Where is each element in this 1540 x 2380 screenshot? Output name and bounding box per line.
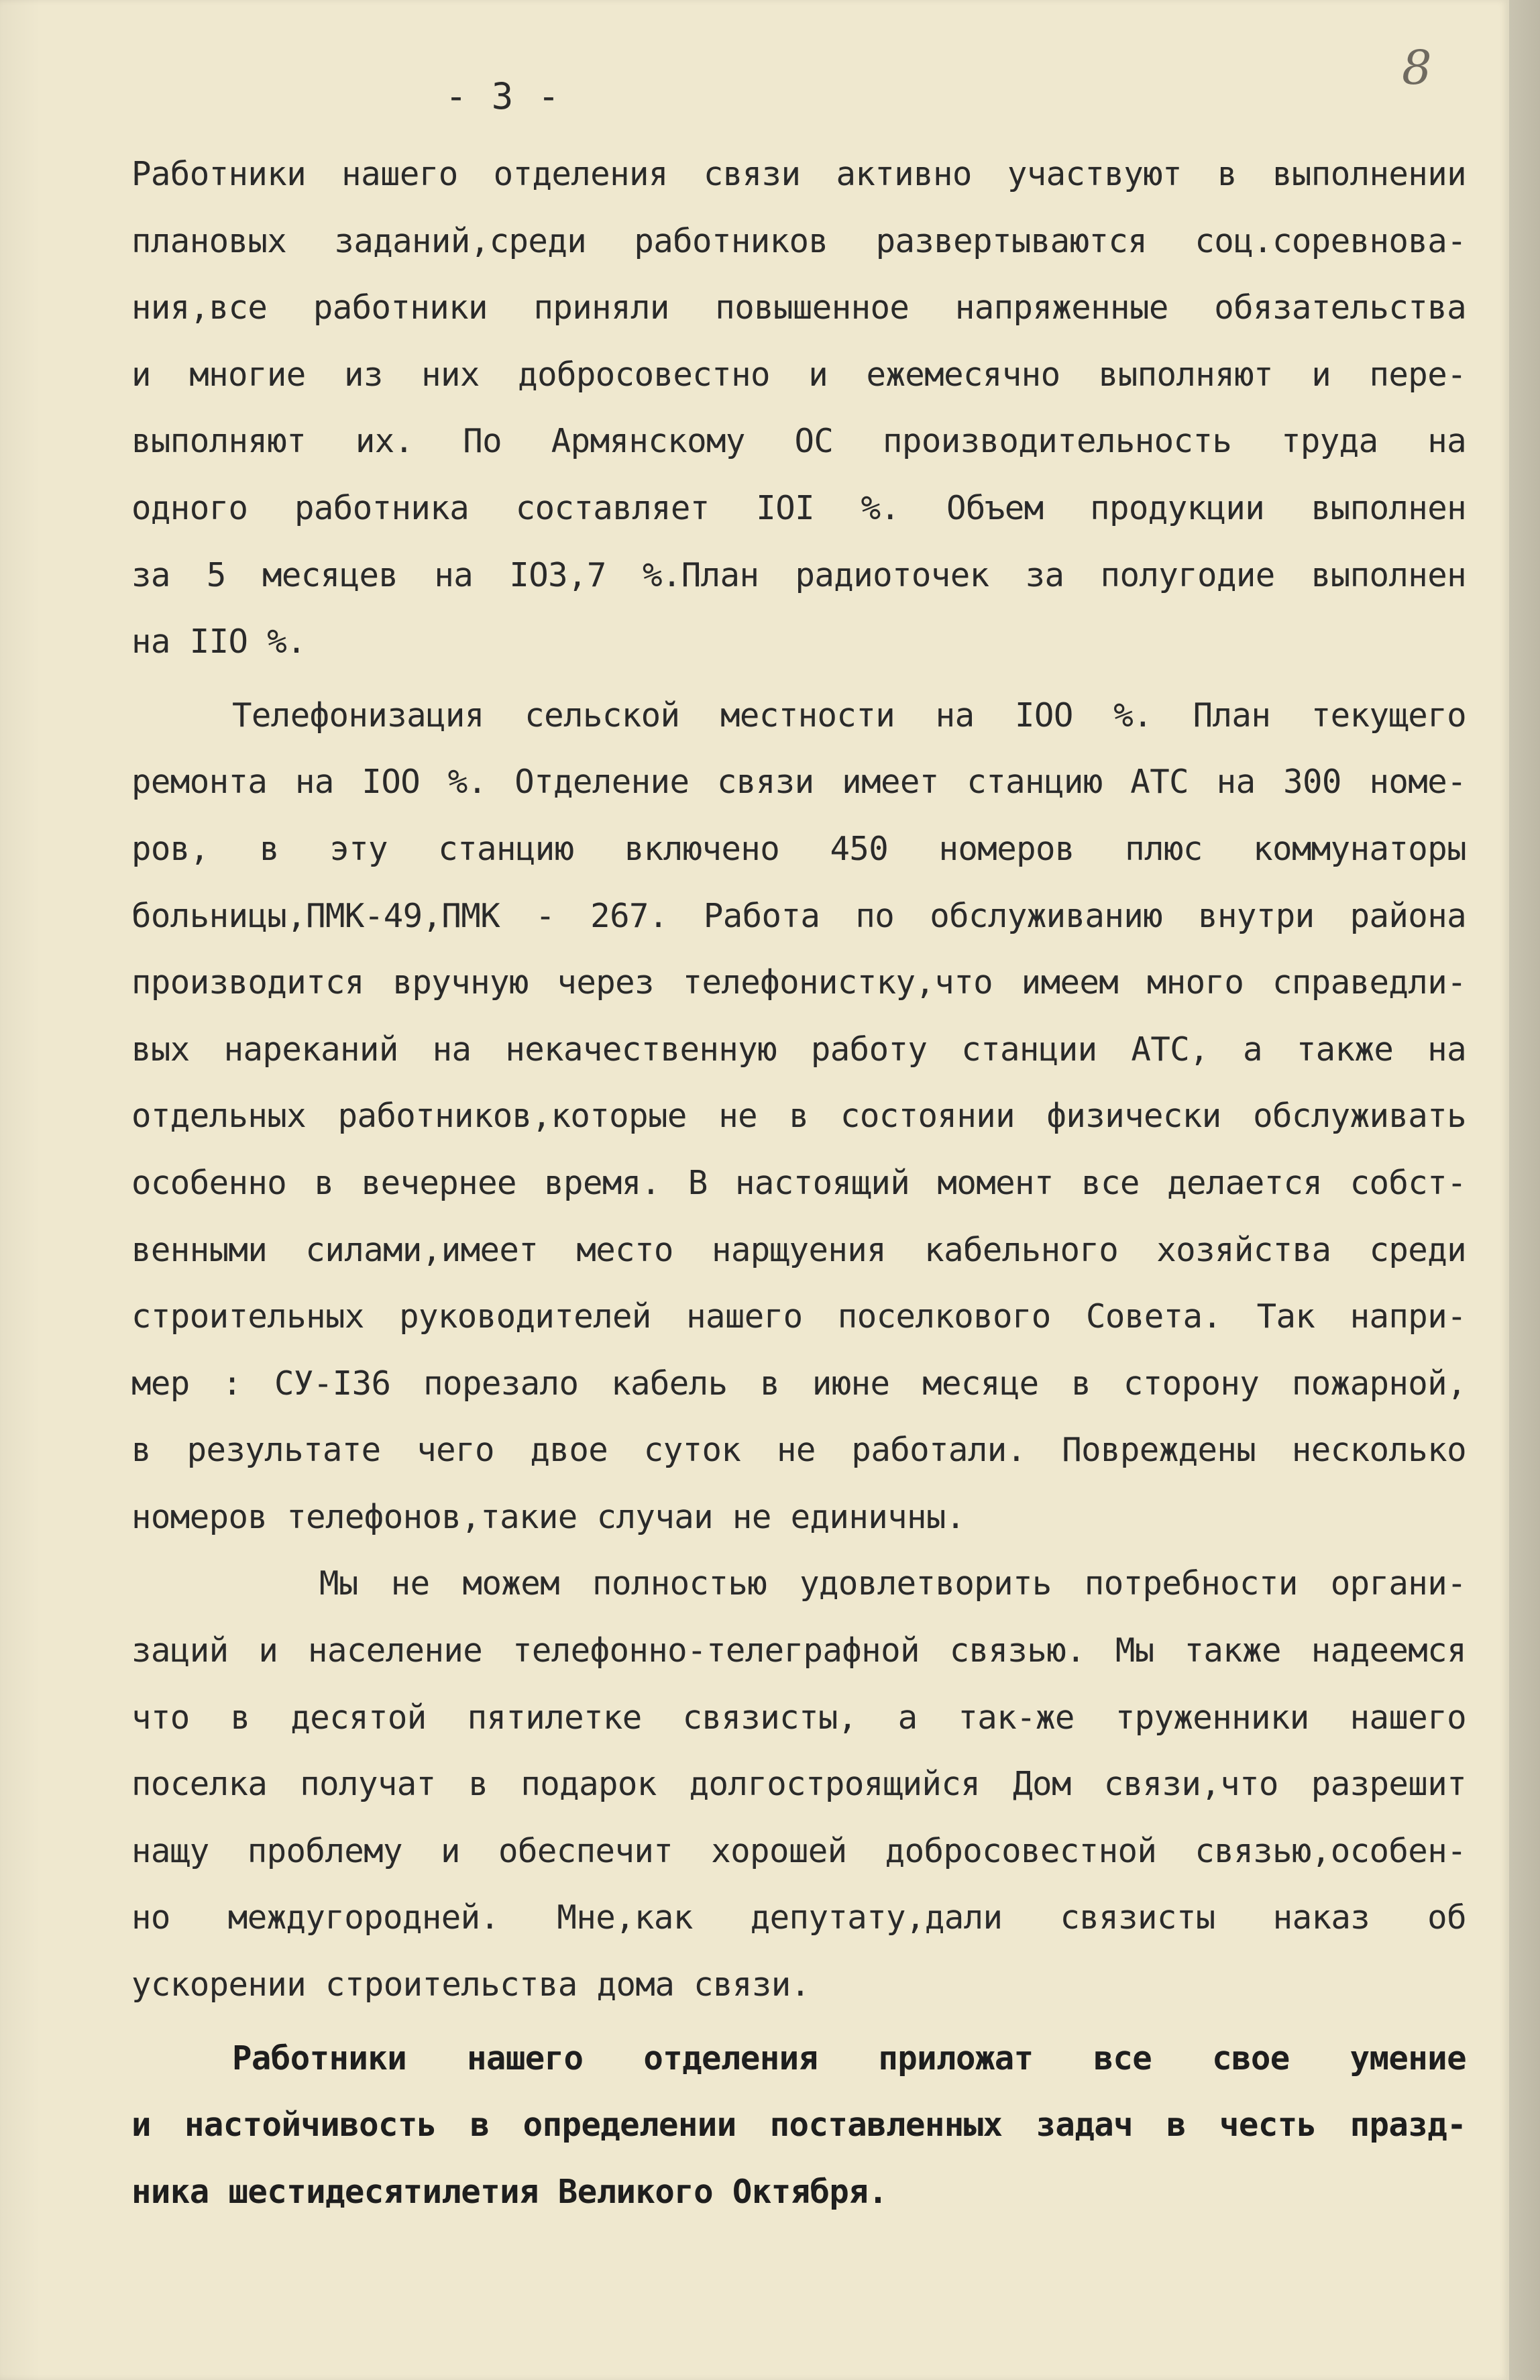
text-line: ров, в эту станцию включено 450 номеров плюс коммунаторы: [131, 829, 1466, 868]
text-line: Мы не можем полностью удовлетворить потребности органи-: [319, 1564, 1466, 1603]
text-line: особенно в вечернее время. В настоящий момент все делается собст-: [131, 1163, 1466, 1202]
text-line: плановых заданий,среди работников развертываются соц.соревнова-: [131, 221, 1466, 260]
text-line: поселка получат в подарок долгостроящийся Дом связи,что разрешит: [131, 1765, 1466, 1804]
paragraph-2: [131, 682, 1466, 1551]
text-line: нащу проблему и обеспечит хорошей добросовестной связью,особен-: [131, 1831, 1466, 1870]
text-line: Телефонизация сельской местности на IOO %. План текущего: [232, 696, 1466, 735]
text-line: Работники нашего отделения приложат все свое умение: [232, 2039, 1466, 2077]
text-line: на IIO %.: [131, 623, 307, 661]
text-line: отдельных работников,которые не в состоянии физически обслуживать: [131, 1097, 1466, 1136]
text-line: в результате чего двое суток не работали. Повреждены несколько: [131, 1431, 1466, 1470]
binding-edge: [0, 0, 40, 2380]
paragraph-1: [131, 141, 1466, 675]
text-line: номеров телефонов,такие случаи не единичны.: [131, 1497, 965, 1536]
text-line: больницы,ПМК-49,ПМК - 267. Работа по обслуживанию внутри района: [131, 896, 1466, 935]
paragraph-4: [131, 2025, 1466, 2226]
text-line: венными силами,имеет место нарщуения кабельного хозяйства среди: [131, 1230, 1466, 1269]
text-line: ремонта на IOO %. Отделение связи имеет станцию АТС на 300 номе-: [131, 763, 1466, 802]
text-line: производится вручную через телефонистку,что имеем много справедли-: [131, 963, 1466, 1002]
document-body: [131, 141, 1466, 2225]
paragraph-3: [131, 1550, 1466, 2018]
text-line: за 5 месяцев на IO3,7 %.План радиоточек за полугодие выполнен: [131, 555, 1466, 594]
text-line: и многие из них добросовестно и ежемесячно выполняют и пере-: [131, 355, 1466, 394]
scan-background-edge: [1509, 0, 1540, 2380]
text-line: выполняют их. По Армянскому ОС производительность труда на: [131, 422, 1466, 461]
text-line: ускорении строительства дома связи.: [131, 1965, 810, 2004]
text-line: вых нареканий на некачественную работу станции АТС, а также на: [131, 1030, 1466, 1069]
text-line: ника шестидесятилетия Великого Октября.: [131, 2172, 888, 2211]
text-line: и настойчивость в определении поставленных задач в честь празд-: [131, 2106, 1466, 2145]
text-line: но междугородней. Мне,как депутату,дали связисты наказ об: [131, 1898, 1466, 1937]
text-line: Работники нашего отделения связи активно участвуют в выполнении: [131, 155, 1466, 193]
page-number: - 3 -: [445, 75, 561, 117]
text-line: что в десятой пятилетке связисты, а так-же труженники нашего: [131, 1698, 1466, 1737]
handwritten-sheet-number: 8: [1402, 40, 1432, 95]
text-line: ния,все работники приняли повышенное напряженные обязательства: [131, 288, 1466, 327]
text-line: мер : СУ-I36 порезало кабель в июне месяце в сторону пожарной,: [131, 1364, 1466, 1403]
text-line: заций и население телефонно-телеграфной связью. Мы также надеемся: [131, 1631, 1466, 1670]
text-line: одного работника составляет IOI %. Объем продукции выполнен: [131, 488, 1466, 527]
text-line: строительных руководителей нашего поселкового Совета. Так напри-: [131, 1297, 1466, 1336]
